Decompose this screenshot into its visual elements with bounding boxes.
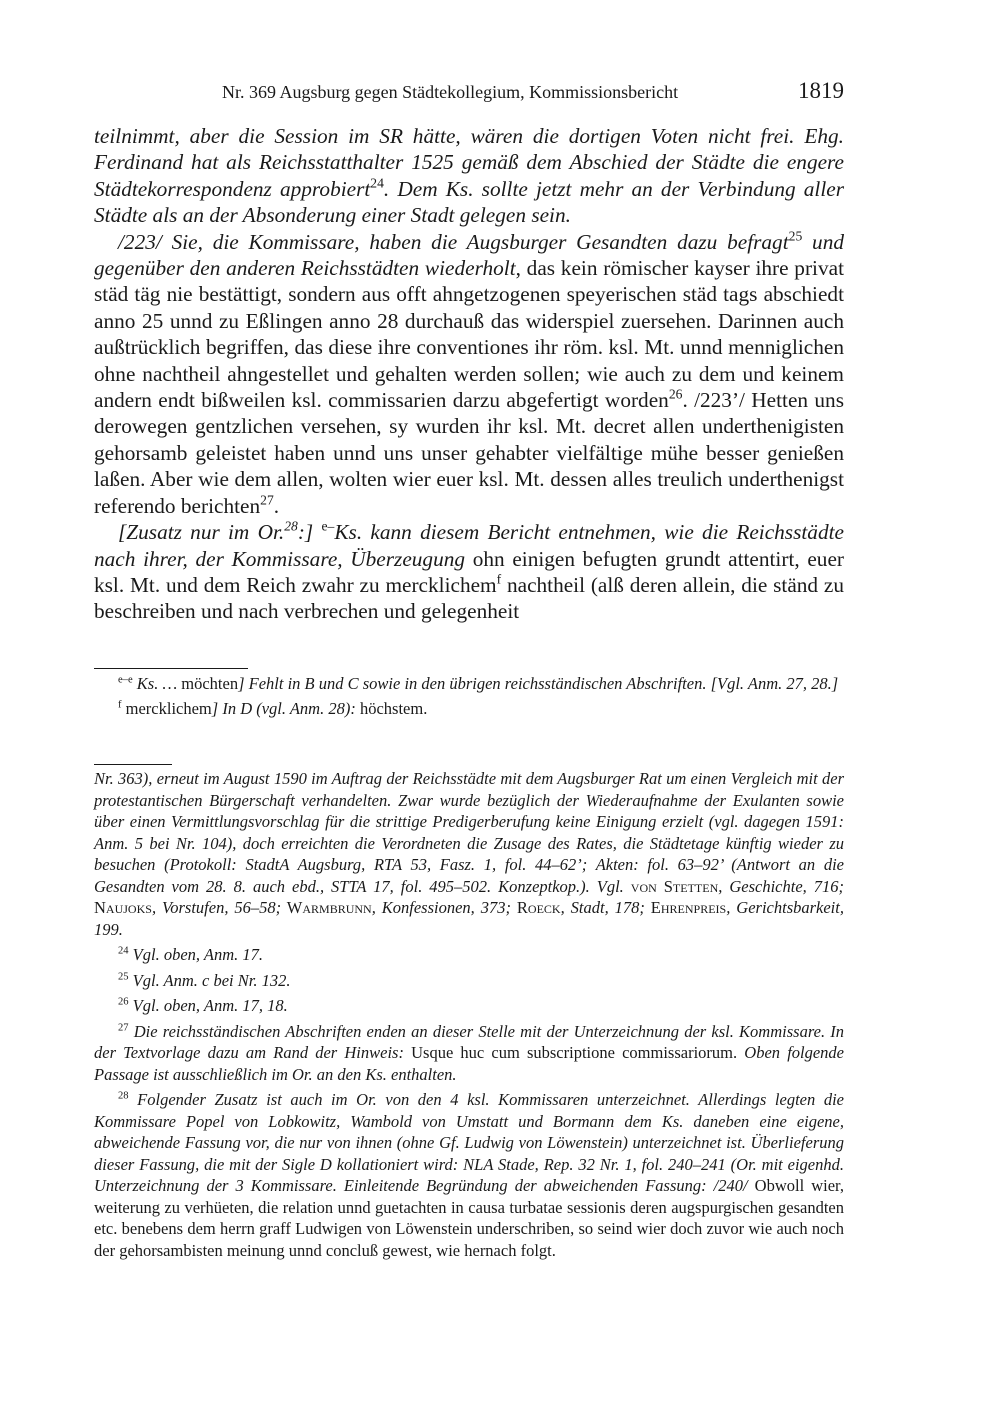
fn23-text-5: , Stadt, 178; [560, 898, 645, 917]
fn28-quote: Obwoll wier, weiterung zu verhüeten, die relation unnd guetachten in causa turbatae sessionis deren augspurgischen gesandten etc. benebens dem herrn graff Ludwigen von Löwenstein underschriben, so seind wier doch zuvor wie auch noch der gehorsambisten meinung unnd concluß gewest, wie hernach folgt. [94, 1176, 844, 1260]
p2-quote-2: . /223’/ Hetten uns derowegen gentzlichen versehen, sy wurden ihr ksl. Mt. decret allen underthenigisten gehorsamb geleistet haben unnd uns unser gehabter vielfältige mühe besser genießen laßen. Aber wie dem allen, wolten wier euer ksl. Mt. dessen alles treulich underthenigst referendo berichten [94, 388, 844, 518]
fn25-text: Vgl. Anm. c bei Nr. 132. [132, 970, 291, 990]
fn23-author-1: von Stetten [623, 876, 719, 896]
apparatus-note-f-variant: höchstem. [355, 699, 428, 718]
footnote-ref-27: 27 [260, 492, 274, 508]
paragraph-3 [94, 519, 844, 625]
paragraph-1 [94, 123, 844, 229]
p2-italic-2: und gegenüber den anderen Reichsstädten wiederholt [94, 229, 844, 281]
p2-italic-1: /223/ Sie, die Kommissare, haben die Augsburger Gesandten dazu befragt [118, 229, 789, 254]
fn27-text-1: Die reichsständischen Abschriften enden an dieser Stelle mit der Unterzeichnung der ksl. Kommissare. In der Textvorlage dazu am Rand der Hinweis: [94, 1021, 845, 1062]
page-number: 1819 [798, 78, 844, 103]
paragraph-2 [94, 229, 844, 519]
fn23-author-5: Ehrenpreis [644, 898, 727, 917]
footnote-ref-26: 26 [668, 386, 683, 402]
apparatus-note-f-mark: f [118, 699, 122, 711]
header-title: Nr. 369 Augsburg gegen Städtekollegium, Kommissionsbericht [222, 82, 679, 102]
footnote-ref-24: 24 [370, 175, 384, 191]
fn23-author-4: Roeck [510, 898, 561, 917]
apparatus-note-e-mark: e–e [118, 674, 133, 686]
running-header [94, 78, 844, 108]
apparatus-note-f-text: ] In D (vgl. Anm. 28): [211, 699, 356, 718]
footnote-28 [94, 1089, 844, 1261]
fn27-quote: Usque huc cum subscriptione commissariorum. [403, 1043, 738, 1062]
text-apparatus [94, 673, 844, 723]
footnote-divider [94, 764, 172, 765]
fn26-number: 26 [118, 996, 129, 1008]
p1-text-b: . Dem Ks. sollte jetzt mehr an der Verbindung aller Städte als an der Absonderung einer Stadt gelegen sein. [94, 176, 844, 228]
apparatus-note-f [94, 698, 844, 719]
apparatus-divider [94, 668, 248, 669]
p3-quote-2: nachtheil (alß deren allein, die ständ zu beschreiben und nach verbrechen und gelegenheit [94, 572, 844, 624]
apparatus-mark-e: e– [321, 518, 335, 534]
p2-quote-3: . [273, 493, 280, 518]
fn26-text: Vgl. oben, Anm. 17, 18. [132, 996, 288, 1015]
footnote-23-continued [94, 768, 844, 940]
fn23-text-6: , Gerichtsbarkeit, 199. [94, 898, 844, 939]
fn23-text-2: , Geschichte, 716; [718, 876, 844, 896]
main-text [94, 123, 844, 625]
footnotes [94, 768, 844, 1265]
apparatus-note-e-word: möchten [177, 674, 239, 693]
footnote-27 [94, 1021, 844, 1086]
footnote-ref-25: 25 [788, 228, 803, 244]
fn25-number: 25 [118, 970, 129, 982]
fn23-author-3: Warmbrunn [281, 898, 372, 917]
fn23-text-3: , Vorstufen, 56–58; [151, 898, 282, 917]
apparatus-note-e-lemma: Ks. … [132, 674, 178, 693]
fn28-text-1: Folgender Zusatz ist auch im Or. von den 4 ksl. Kommissaren unterzeichnet. Allerdings legten die Kommissare Popel von Lobkowitz, Wambold von Umstatt und Bormann dem Ks. daneben eine eigene, abweichende Fassung vor, die nur von ihnen (ohne Gf. Ludwig von Löwenstein) unterzeichnet ist. Überlieferung dieser Fassung, die mit der Sigle D kollationiert wird: NLA Stade, Rep. 32 Nr. 1, fol. 240–241 (Or. mit eigenhd. Unterzeichnung der 3 Kommissare. Einleitende Begründung der abweichenden Fassung: /240/ [94, 1090, 845, 1195]
apparatus-note-e-text: ] Fehlt in B und C sowie in den übrigen reichsständischen Abschriften. [Vgl. Anm. 27, 28.] [238, 674, 839, 693]
fn23-text-1: Nr. 363), erneut im August 1590 im Auftrag der Reichsstädte mit dem Augsburger Rat um einen Vergleich mit der protestantischen Bürgerschaft verhandelten. Zwar wurde bezüglich der Wiederaufnahme der Exulanten sowie über einen Vermittlungsvorschlag für die strittige Predigerberufung keine Einigung erzielt (vgl. dagegen 1591: Anm. 5 bei Nr. 104), doch erreichten die Verordneten die Zusage des Rates, die Städtetage künftig wieder zu besuchen (Protokoll: StadtA Augsburg, RTA 53, Fasz. 1, fol. 44–62’; Akten: fol. 63–92’ (Antwort an die Gesandten vom 28. 8. auch ebd., STTA 17, fol. 495–502. Konzeptkop.). Vgl. [94, 769, 844, 896]
p2-quote-1: , das kein römischer kayser ihre privat städ täg nie bestättigt, sondern aus offt ahngetzogenen speyerischen städ tags abschiedt anno 25 unnd zu Eßlingen anno 28 durchauß das widerspiel zuersehen. Darinnen auch außtrücklich begriffen, das diese ihre conventiones ihr röm. ksl. Mt. unnd menniglichen ohne nachtheil ahngestellet und gehalten werden sollen; wie auch zu dem und keinem andern endt bißweilen ksl. commissarien darzu abgefertigt worden [94, 256, 844, 413]
p3-italic-3: Ks. kann diesem Bericht entnehmen, wie die Reichsstädte nach ihrer, der Kommissare, Überzeugung [94, 520, 844, 571]
footnote-24 [94, 944, 844, 966]
footnote-ref-28: 28 [284, 518, 298, 534]
p3-italic-1: [Zusatz nur im Or. [118, 520, 285, 545]
fn24-text: Vgl. oben, Anm. 17. [132, 945, 263, 964]
p1-text: teilnimmt, aber die Session im SR hätte, wären die dortigen Voten nicht frei. Ehg. Ferdinand hat als Reichsstatthalter 1525 gemäß dem Abschied der Städte die engere Städtekorrespondenz approbiert [94, 124, 844, 201]
apparatus-note-f-lemma: mercklichem [121, 699, 212, 718]
p3-quote-1: ohn einigen befugten grundt attentirt, euer ksl. Mt. und dem Reich zwahr zu mercklichem [94, 546, 844, 597]
fn23-author-2: Naujoks [94, 898, 152, 917]
p3-italic-2: :] [297, 520, 322, 545]
fn23-text-4: , Konfessionen, 373; [371, 898, 511, 917]
apparatus-mark-f: f [496, 571, 502, 587]
fn28-number: 28 [118, 1090, 129, 1102]
apparatus-note-e [94, 673, 844, 694]
footnote-26 [94, 995, 844, 1017]
fn27-text-2: Oben folgende Passage ist ausschließlich im Or. an den Ks. enthalten. [94, 1043, 845, 1084]
fn27-number: 27 [118, 1021, 129, 1033]
fn24-number: 24 [118, 945, 129, 957]
footnote-25 [94, 970, 844, 992]
